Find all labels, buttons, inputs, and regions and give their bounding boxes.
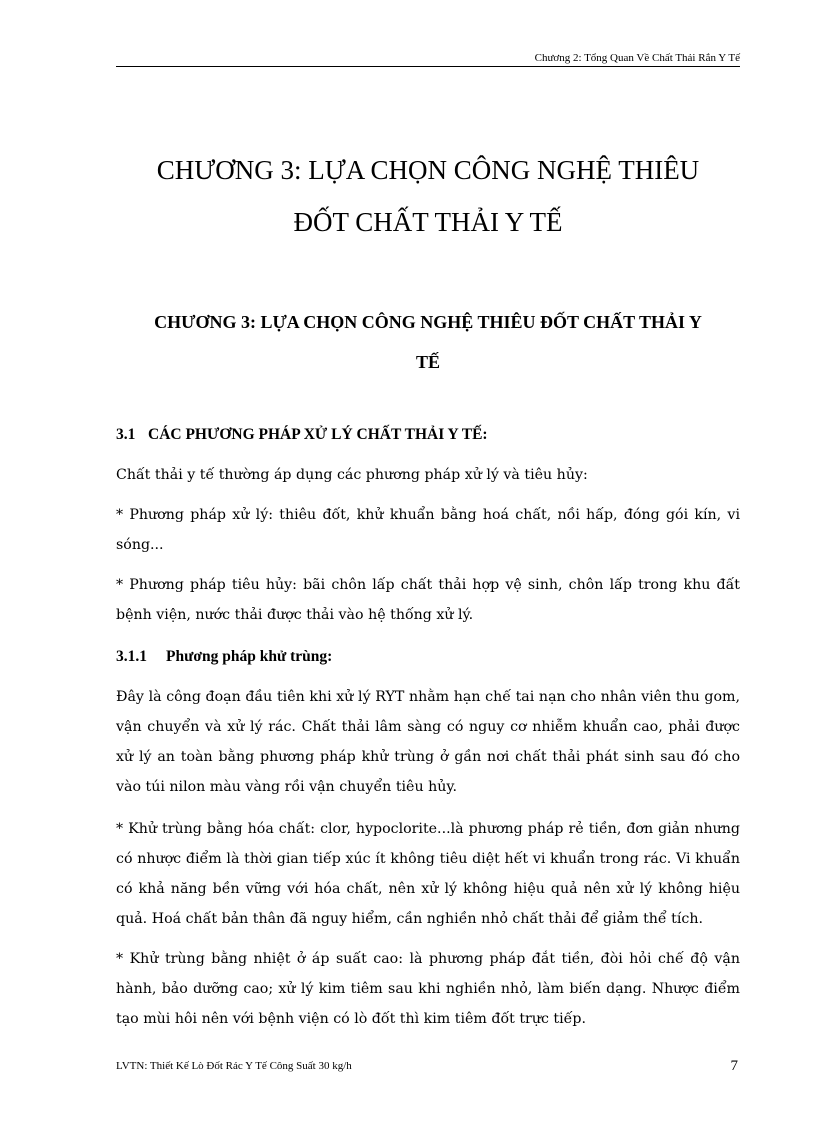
paragraph-intro: Chất thải y tế thường áp dụng các phương pháp xử lý và tiêu hủy: bbox=[116, 467, 588, 483]
chapter-title-line-2: ĐỐT CHẤT THẢI Y TẾ bbox=[293, 207, 563, 237]
paragraph-thermal-disinfection: * Khử trùng bằng nhiệt ở áp suất cao: là phương pháp đắt tiền, đòi hỏi chế độ vận hành, bảo dưỡng cao; xử lý kim tiêm sau khi nghiền nhỏ, làm biến dạng. Nhược điểm tạo mùi hôi nên với bệnh viện có lò đốt thì kim tiêm đốt trực tiếp. bbox=[116, 951, 740, 1027]
header-divider bbox=[116, 66, 740, 67]
footer-thesis-title: LVTN: Thiết Kế Lò Đốt Rác Y Tế Công Suất 30 kg/h bbox=[116, 1060, 352, 1072]
subheading-title: Phương pháp khử trùng: bbox=[166, 648, 333, 665]
running-header: Chương 2: Tổng Quan Về Chất Thải Rắn Y Tế bbox=[534, 52, 740, 64]
chapter-title-line-1: CHƯƠNG 3: LỰA CHỌN CÔNG NGHỆ THIÊU bbox=[156, 155, 700, 185]
paragraph-disinfection-intro: Đây là công đoạn đầu tiên khi xử lý RYT nhằm hạn chế tai nạn cho nhân viên thu gom, vận chuyển và xử lý rác. Chất thải lâm sàng có nguy cơ nhiễm khuẩn cao, phải được xử lý an toàn bằng phương pháp khử trùng ở gần nơi chất thải phát sinh sau đó cho vào túi nilon màu vàng rồi vận chuyển tiêu hủy. bbox=[116, 689, 740, 795]
page-number: 7 bbox=[730, 1058, 738, 1074]
subheading-title: CÁC PHƯƠNG PHÁP XỬ LÝ CHẤT THẢI Y TẾ: bbox=[148, 426, 488, 443]
chapter-title bbox=[116, 144, 740, 248]
paragraph-treatment-methods: * Phương pháp xử lý: thiêu đốt, khử khuẩn bằng hoá chất, nồi hấp, đóng gói kín, vi sóng... bbox=[116, 507, 740, 553]
paragraph-disposal-methods: * Phương pháp tiêu hủy: bãi chôn lấp chất thải hợp vệ sinh, chôn lấp trong khu đất bệnh viện, nước thải được thải vào hệ thống xử lý. bbox=[116, 577, 740, 623]
subheading-number: 3.1 bbox=[116, 426, 136, 443]
section-heading bbox=[116, 302, 740, 382]
section-heading-line-1: CHƯƠNG 3: LỰA CHỌN CÔNG NGHỆ THIÊU ĐỐT CHẤT THẢI Y bbox=[154, 312, 702, 332]
subheading-3-1 bbox=[116, 426, 740, 444]
section-heading-line-2: TẾ bbox=[415, 352, 440, 372]
paragraph-chemical-disinfection: * Khử trùng bằng hóa chất: clor, hypoclorite...là phương pháp rẻ tiền, đơn giản nhưng có nhược điểm là thời gian tiếp xúc ít không tiêu diệt hết vi khuẩn trong rác. Vi khuẩn có khả năng bền vững với hóa chất, nên xử lý không hiệu quả nên xử lý không hiệu quả. Hoá chất bản thân đã nguy hiểm, cần nghiền nhỏ chất thải để giảm thể tích. bbox=[116, 821, 740, 927]
subheading-3-1-1 bbox=[116, 648, 740, 666]
subheading-number: 3.1.1 bbox=[116, 648, 147, 665]
